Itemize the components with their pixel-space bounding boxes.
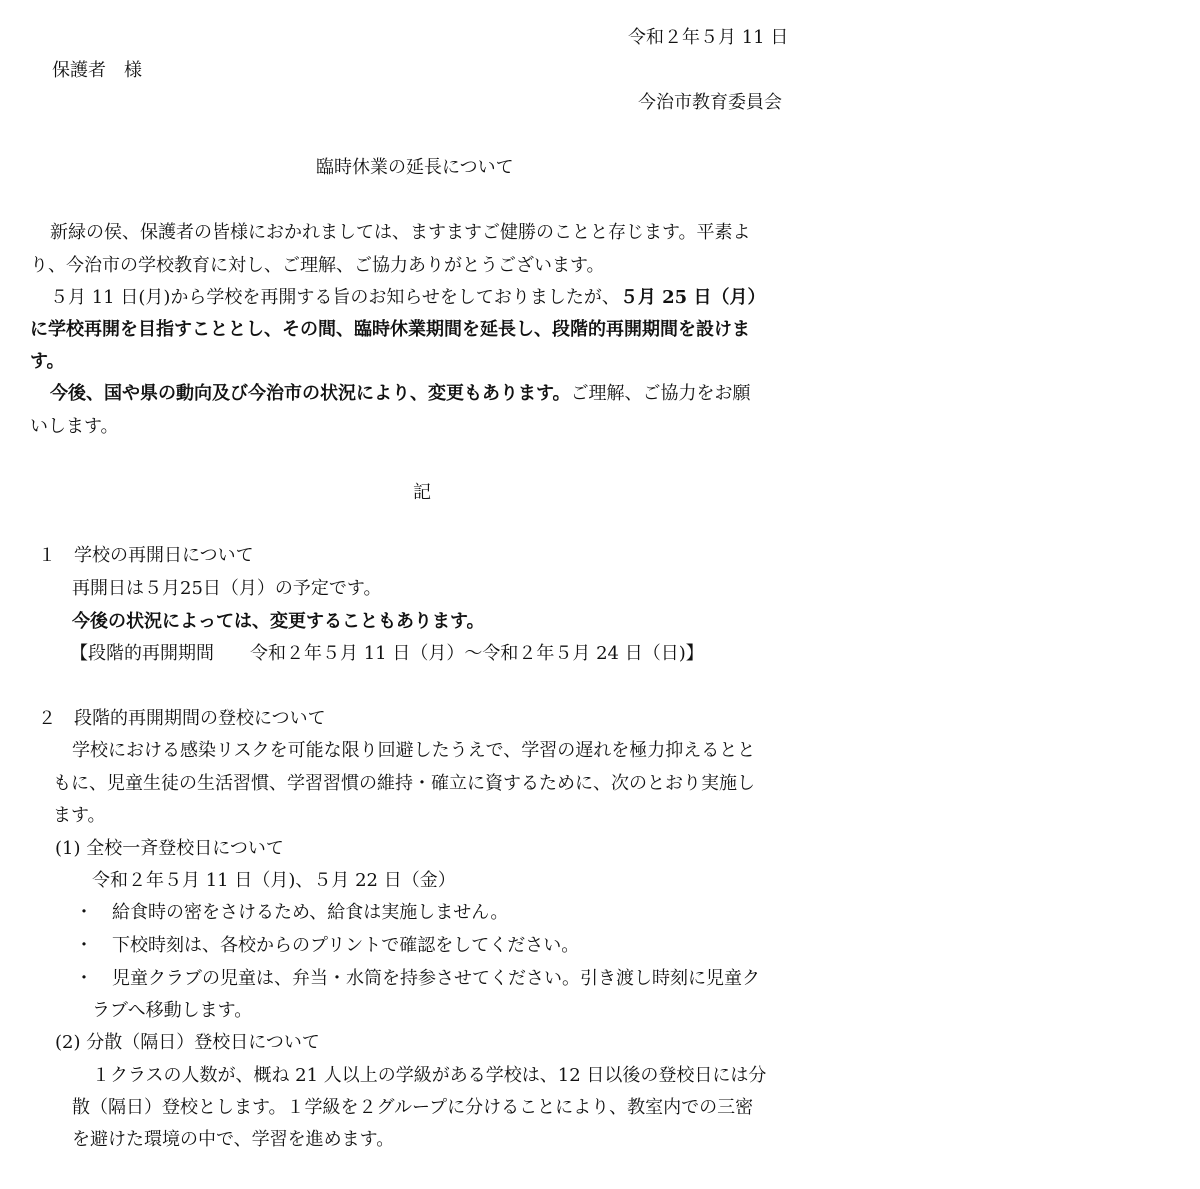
sub2-heading: (2) 分散（隔日）登校日について	[55, 1032, 320, 1053]
sub1-bullet2: 下校時刻は、各校からのプリントで確認をしてください。	[112, 935, 580, 956]
sub1-bullet2-mark: ・	[75, 935, 93, 956]
intro-p3-bold: 今後、国や県の動向及び今治市の状況により、変更もあります。	[50, 383, 571, 404]
section2-body-line1: 学校における感染リスクを可能な限り回避したうえで、学習の遅れを極力抑えるとと	[72, 740, 756, 761]
section1-line3: 【段階的再開期間 令和２年５月 11 日（月）～令和２年５月 24 日（日)】	[70, 643, 704, 664]
section1-heading: １ 学校の再開日について	[38, 545, 254, 566]
sub1-heading: (1) 全校一斉登校日について	[55, 838, 284, 859]
section2-body-line2: もに、児童生徒の生活習慣、学習習慣の維持・確立に資するために、次のとおり実施し	[53, 773, 755, 794]
sub2-line3: を避けた環境の中で、学習を進めます。	[72, 1129, 395, 1150]
section1-line1: 再開日は５月25日（月）の予定です。	[72, 578, 382, 599]
sender: 今治市教育委員会	[638, 92, 782, 113]
intro-p1-line2: り、今治市の学校教育に対し、ご理解、ご協力ありがとうございます。	[30, 255, 605, 276]
intro-p3-line1	[50, 381, 751, 407]
sub1-bullet3-mark: ・	[75, 968, 93, 989]
recipient: 保護者 様	[52, 60, 142, 81]
intro-p2-line2: に学校再開を目指すこととし、その間、臨時休業期間を延長し、段階的再開期間を設けま	[30, 319, 750, 340]
intro-p2-bold-date: ５月 25 日（月）	[619, 287, 766, 308]
sub1-bullet3-line2: ラブへ移動します。	[92, 1000, 253, 1021]
document-title: 臨時休業の延長について	[316, 157, 514, 178]
intro-p3-normal: ご理解、ご協力をお願	[570, 383, 751, 404]
sub1-dates: 令和２年５月 11 日（月)、５月 22 日（金）	[92, 870, 456, 891]
sub1-bullet3-line1: 児童クラブの児童は、弁当・水筒を持参させてください。引き渡し時刻に児童ク	[112, 968, 760, 989]
intro-p2-line3: す。	[30, 351, 65, 372]
ki-marker: 記	[413, 482, 431, 503]
sub1-bullet1: 給食時の密をさけるため、給食は実施しません。	[112, 902, 509, 923]
intro-p2-normal: ５月 11 日(月)から学校を再開する旨のお知らせをしておりましたが、	[50, 287, 620, 308]
intro-p3-line2: いします。	[30, 416, 119, 437]
intro-p1-line1: 新緑の侯、保護者の皆様におかれましては、ますますご健勝のことと存じます。平素よ	[50, 222, 751, 243]
sub2-line1: １クラスの人数が、概ね 21 人以上の学級がある学校は、12 日以後の登校日には分	[92, 1065, 767, 1086]
section2-heading: ２ 段階的再開期間の登校について	[38, 708, 326, 729]
section2-body-line3: ます。	[53, 805, 106, 826]
document-date: 令和２年５月 11 日	[628, 27, 789, 48]
sub1-bullet1-mark: ・	[75, 902, 93, 923]
section1-line2: 今後の状況によっては、変更することもあります。	[72, 611, 485, 632]
intro-p2-line1	[50, 285, 765, 311]
sub2-line2: 散（隔日）登校とします。１学級を２グループに分けることにより、教室内での三密	[72, 1097, 754, 1118]
